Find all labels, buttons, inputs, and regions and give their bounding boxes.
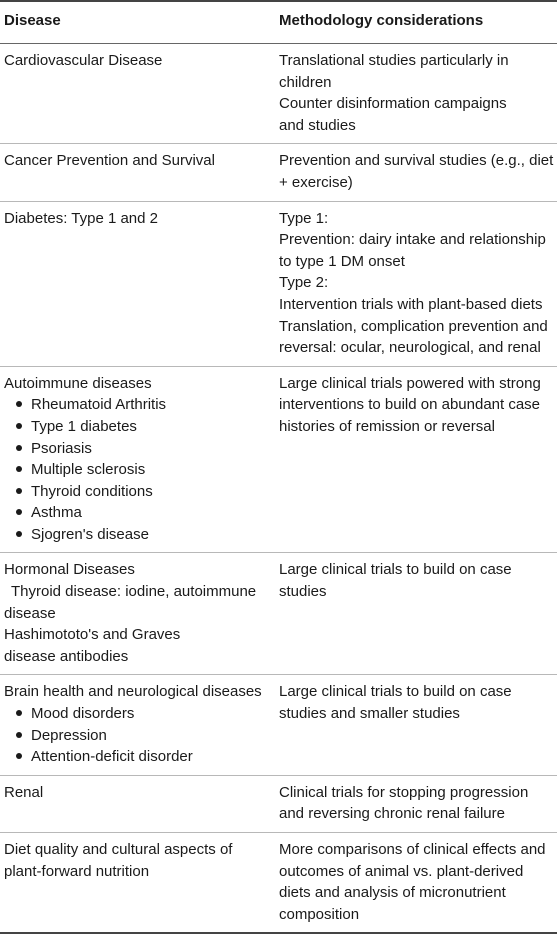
disease-text: disease xyxy=(4,604,56,622)
disease-text: Diet quality and cultural aspects of xyxy=(4,841,233,858)
disease-bullet-item xyxy=(4,502,271,524)
methodology-cell xyxy=(277,833,557,934)
methodology-text: diets and analysis of micronutrient xyxy=(279,884,506,902)
methodology-text: outcomes of animal vs. plant-derived xyxy=(279,862,524,880)
disease-text: Diabetes: Type 1 and 2 xyxy=(4,209,158,227)
bullet-text: Attention-deficit disorder xyxy=(31,748,193,766)
methodology-text: Prevention and survival studies (e.g., diet xyxy=(279,152,554,170)
methodology-text: Prevention: dairy intake and relationship xyxy=(279,231,546,249)
methodology-text: Clinical trials for stopping progression xyxy=(279,783,529,801)
methodology-text: to type 1 DM onset xyxy=(279,252,405,270)
methodology-cell xyxy=(277,366,557,553)
bullet-text: Type 1 diabetes xyxy=(31,417,137,435)
bullet-text: Multiple sclerosis xyxy=(31,461,146,479)
header-methodology: Methodology considerations xyxy=(279,12,484,29)
table-row xyxy=(0,675,557,775)
bullet-text: Asthma xyxy=(31,504,82,522)
disease-bullet-item xyxy=(4,438,271,460)
disease-text: plant-forward nutrition xyxy=(4,862,150,880)
methodology-text: Intervention trials with plant-based diets xyxy=(279,295,543,313)
bullet-text: Psoriasis xyxy=(31,439,92,457)
disease-bullet-item xyxy=(4,746,271,768)
methodology-text: + exercise) xyxy=(279,173,353,191)
disease-text: Cardiovascular Disease xyxy=(4,52,163,69)
methodology-text: children xyxy=(279,73,332,91)
table-row xyxy=(0,44,557,144)
methodology-text: Large clinical trials powered with strong xyxy=(279,374,541,392)
disease-text: Brain health and neurological diseases xyxy=(4,683,262,701)
disease-bullet-item xyxy=(4,459,271,481)
methodology-text: Large clinical trials to build on case xyxy=(279,683,512,701)
methodology-cell xyxy=(277,775,557,832)
disease-text: Thyroid disease: iodine, autoimmune xyxy=(11,583,257,601)
table-row xyxy=(0,775,557,832)
disease-bullet-item xyxy=(4,725,271,747)
table-row xyxy=(0,366,557,553)
methodology-text: studies xyxy=(279,583,327,601)
disease-cell xyxy=(0,366,277,553)
methodology-text: Counter disinformation campaigns xyxy=(279,95,507,113)
methodology-text: Translation, complication prevention and xyxy=(279,317,548,335)
disease-cell xyxy=(0,144,277,201)
methodology-text: and reversing chronic renal failure xyxy=(279,805,505,823)
disease-cell xyxy=(0,833,277,934)
bullet-text: Thyroid conditions xyxy=(31,482,153,500)
disease-text: Autoimmune diseases xyxy=(4,374,152,392)
bullet-text: Sjogren's disease xyxy=(31,525,149,543)
methodology-text: composition xyxy=(279,905,360,923)
methodology-text: and studies xyxy=(279,116,356,134)
disease-bullet-item xyxy=(4,524,271,546)
methodology-text: Type 1: xyxy=(279,209,329,227)
methodology-text: Large clinical trials to build on case xyxy=(279,561,512,579)
methodology-cell xyxy=(277,144,557,201)
bullet-icon xyxy=(16,732,22,738)
disease-cell xyxy=(0,201,277,366)
disease-text: Cancer Prevention and Survival xyxy=(4,152,215,170)
table-row xyxy=(0,201,557,366)
disease-text: disease antibodies xyxy=(4,647,129,665)
methodology-cell xyxy=(277,201,557,366)
disease-cell xyxy=(0,675,277,775)
bullet-icon xyxy=(16,445,22,451)
disease-bullet-item xyxy=(4,416,271,438)
bullet-icon xyxy=(16,531,22,537)
bullet-icon xyxy=(16,488,22,494)
bullet-text: Mood disorders xyxy=(31,705,135,723)
methodology-text: reversal: ocular, neurological, and renal xyxy=(279,339,541,357)
methodology-text: interventions to build on abundant case xyxy=(279,396,541,414)
header-disease: Disease xyxy=(4,12,61,29)
methodology-text: studies and smaller studies xyxy=(279,705,460,723)
methodology-text: histories of remission or reversal xyxy=(279,417,495,435)
bullet-icon xyxy=(16,466,22,472)
disease-text: Hashimototo's and Graves xyxy=(4,626,181,644)
disease-bullet-item xyxy=(4,394,271,416)
methodology-cell xyxy=(277,675,557,775)
header-row xyxy=(0,1,557,44)
bullet-text: Rheumatoid Arthritis xyxy=(31,396,167,414)
methodology-text: Type 2: xyxy=(279,274,329,292)
bullet-icon xyxy=(16,753,22,759)
methodology-cell xyxy=(277,44,557,144)
disease-text: Hormonal Diseases xyxy=(4,561,135,579)
bullet-icon xyxy=(16,401,22,407)
disease-bullet-item xyxy=(4,703,271,725)
bullet-text: Depression xyxy=(31,726,107,744)
table-row xyxy=(0,144,557,201)
disease-cell xyxy=(0,44,277,144)
table-body xyxy=(0,44,557,934)
bullet-icon xyxy=(16,509,22,515)
methodology-cell xyxy=(277,553,557,675)
table-row xyxy=(0,553,557,675)
disease-cell xyxy=(0,553,277,675)
methodology-text: More comparisons of clinical effects and xyxy=(279,841,546,858)
table-header xyxy=(0,1,557,44)
disease-bullet-item xyxy=(4,481,271,503)
methodology-text: Translational studies particularly in xyxy=(279,52,509,69)
bullet-icon xyxy=(16,710,22,716)
disease-text: Renal xyxy=(4,783,44,801)
disease-cell xyxy=(0,775,277,832)
table-row xyxy=(0,833,557,934)
bullet-icon xyxy=(16,423,22,429)
